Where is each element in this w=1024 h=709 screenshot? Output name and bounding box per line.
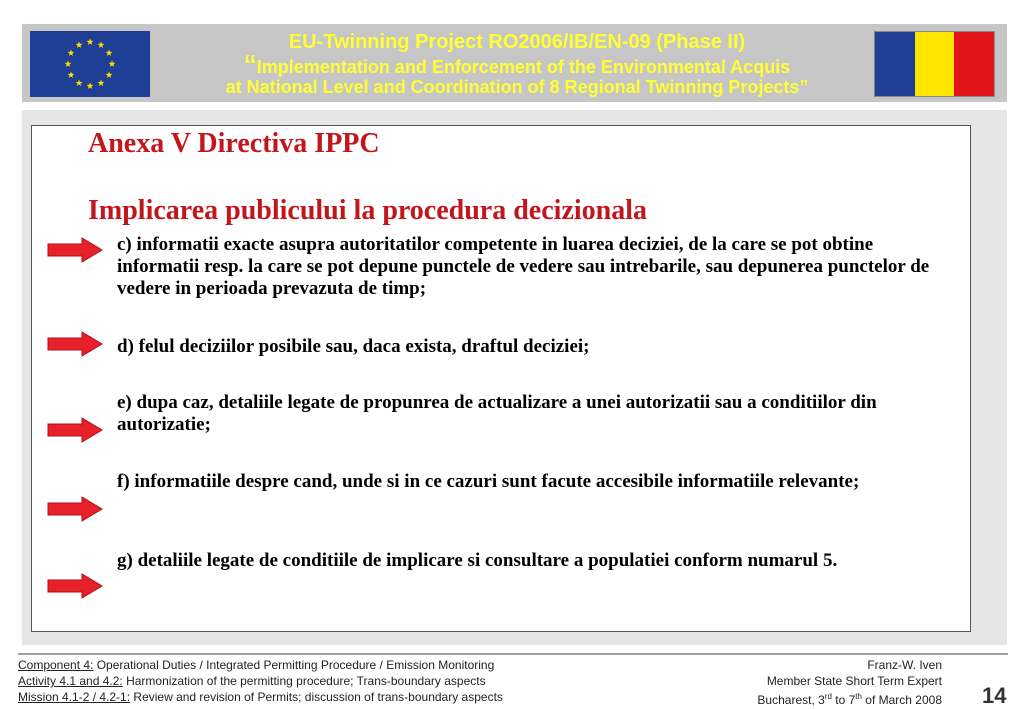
header-line-1: EU-Twinning Project RO2006/IB/EN-09 (Phase II) [288, 31, 746, 53]
page-number: 14 [982, 683, 1007, 708]
star-icon [98, 79, 105, 86]
arrow-right-icon [46, 236, 104, 264]
list-item-d: d) felul deciziilor posibile sau, daca exista, draftul deciziei; [117, 336, 590, 357]
star-icon [106, 49, 113, 56]
slide-title: Anexa V Directiva IPPC [88, 128, 380, 159]
list-item-f: f) informatiile despre cand, unde si in ce cazuri sunt facute accesibile informatiile relevante; [117, 471, 860, 492]
footer-mission: Mission 4.1-2 / 4.2-1: Review and revision of Permits; discussion of trans-boundary aspects [18, 690, 503, 704]
eu-flag-icon [30, 31, 150, 97]
star-icon [87, 38, 94, 45]
romania-flag-icon [874, 31, 995, 97]
footer-component: Component 4: Operational Duties / Integrated Permitting Procedure / Emission Monitoring [18, 658, 495, 672]
arrow-right-icon [46, 416, 104, 444]
header-line-3: at National Level and Coordination of 8 Regional Twinning Projects” [225, 77, 809, 97]
star-icon [98, 41, 105, 48]
star-icon [68, 71, 75, 78]
header-banner [22, 24, 1007, 102]
list-item-e: e) dupa caz, detaliile legate de propunrea de actualizare a unei autorizatii sau a conditiilor din autorizatie; [117, 392, 877, 435]
star-icon [68, 49, 75, 56]
arrow-right-icon [46, 495, 104, 523]
star-icon [65, 60, 72, 67]
slide-subtitle: Implicarea publicului la procedura decizionala [88, 195, 648, 226]
footer-role: Member State Short Term Expert [766, 674, 942, 688]
header-line-2: “Implementation and Enforcement of the Environmental Acquis [243, 49, 791, 79]
star-icon [76, 41, 83, 48]
arrow-right-icon [46, 572, 104, 600]
footer-activity: Activity 4.1 and 4.2: Harmonization of the permitting procedure; Trans-boundary aspects [18, 674, 486, 688]
star-icon [109, 60, 116, 67]
star-icon [76, 79, 83, 86]
list-item-g: g) detaliile legate de conditiile de implicare si consultare a populatiei conform numarul 5. [117, 550, 838, 571]
footer-author: Franz-W. Iven [867, 658, 942, 672]
arrow-right-icon [46, 330, 104, 358]
header-title [172, 30, 862, 97]
footer-divider [18, 653, 1008, 655]
star-icon [87, 82, 94, 89]
list-item-c: c) informatii exacte asupra autoritatilor competente in luarea deciziei, de la care se pot obtine informatii resp. la care se pot depune punctele de vedere sau intrebarile, sau depunerea punctelor de vedere in perioada prevazuta de timp; [117, 234, 930, 299]
star-icon [106, 71, 113, 78]
footer-date: Bucharest, 3rd to 7th of March 2008 [757, 692, 942, 707]
